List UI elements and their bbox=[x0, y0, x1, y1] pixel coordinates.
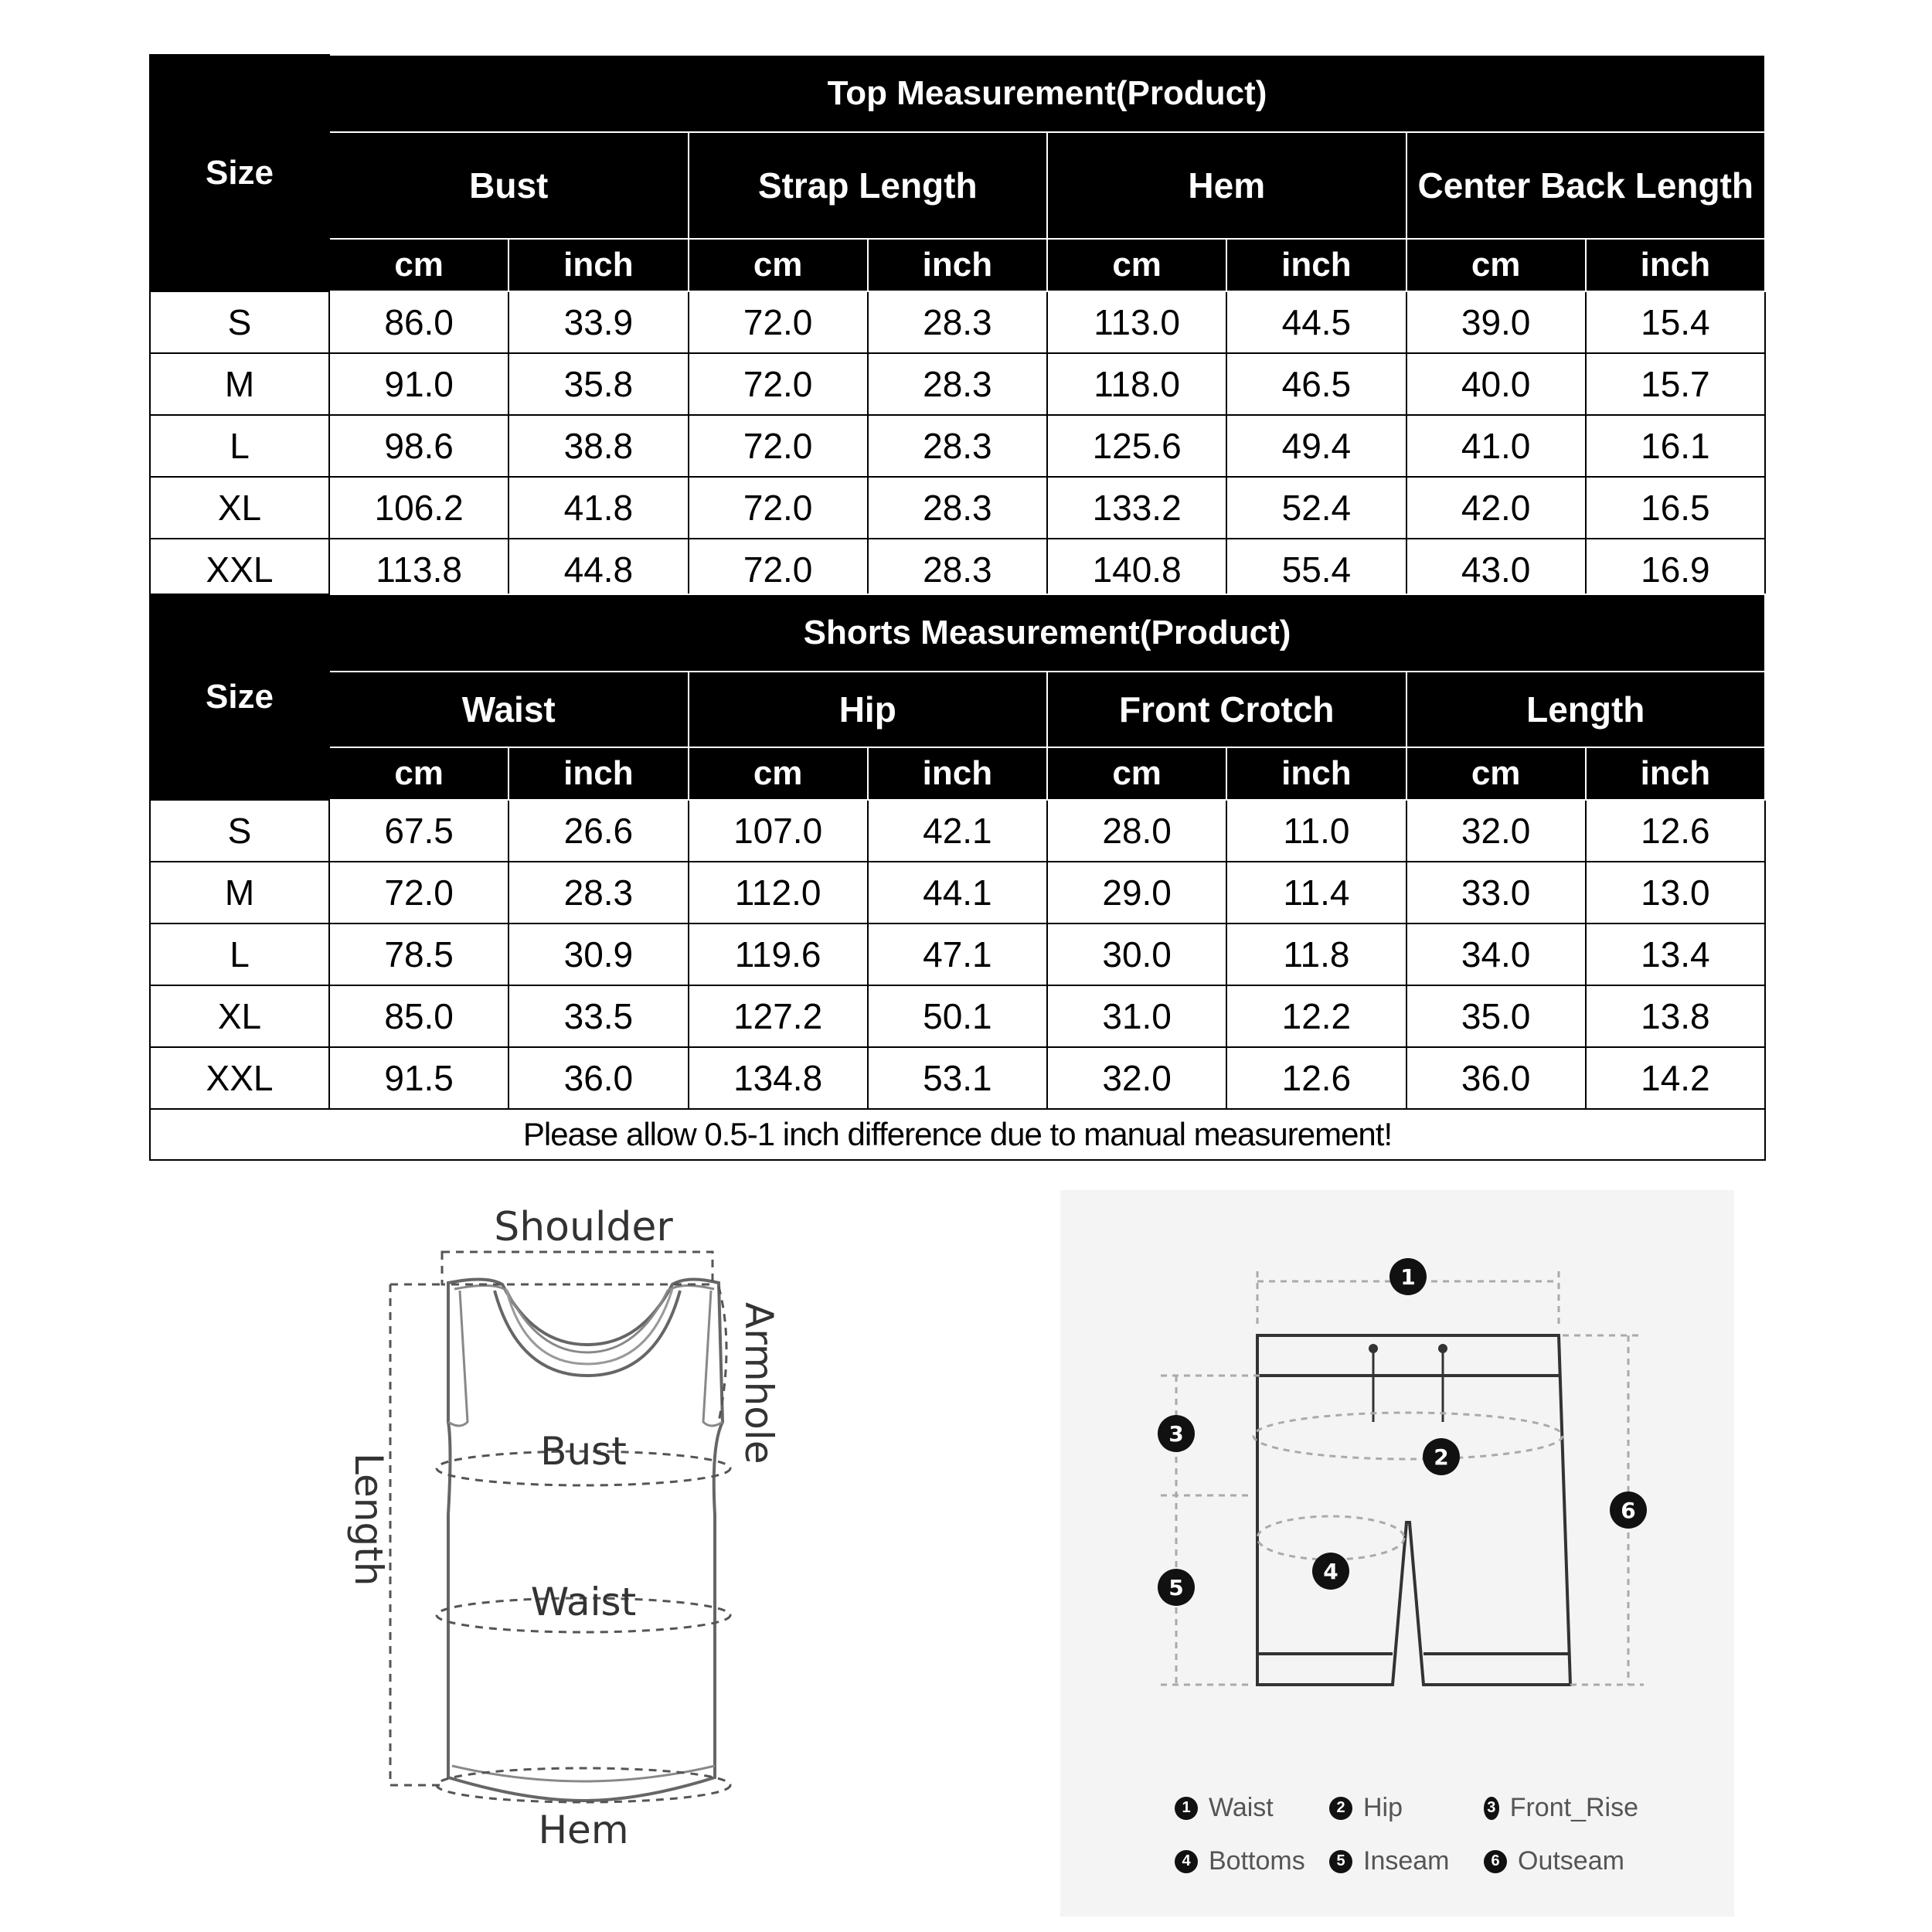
legend-number: 5 bbox=[1329, 1850, 1352, 1873]
measurement-cell: 41.8 bbox=[509, 477, 688, 539]
column-group-header: Length bbox=[1406, 672, 1766, 747]
measurement-cell: 72.0 bbox=[689, 291, 868, 353]
bust-label: Bust bbox=[540, 1429, 627, 1474]
table-row bbox=[150, 353, 1765, 415]
measurement-cell: 98.6 bbox=[329, 415, 509, 477]
marker-4: 4 bbox=[1323, 1559, 1338, 1584]
table-row bbox=[150, 985, 1765, 1047]
measurement-cell: 78.5 bbox=[329, 923, 509, 985]
measurement-cell: 112.0 bbox=[689, 862, 868, 923]
measurement-cell: 113.0 bbox=[1047, 291, 1226, 353]
column-group-header: Hip bbox=[689, 672, 1048, 747]
legend-item bbox=[1329, 1846, 1484, 1876]
column-group-header: Center Back Length bbox=[1406, 132, 1766, 239]
marker-3: 3 bbox=[1168, 1421, 1184, 1447]
unit-header: inch bbox=[1226, 239, 1406, 291]
armhole-label: Armhole bbox=[736, 1302, 781, 1464]
waist-label: Waist bbox=[530, 1580, 637, 1624]
unit-header: inch bbox=[1226, 747, 1406, 800]
size-cell: M bbox=[150, 862, 329, 923]
measurement-cell: 12.6 bbox=[1586, 800, 1765, 862]
measurement-cell: 28.3 bbox=[868, 477, 1047, 539]
size-cell: XL bbox=[150, 477, 329, 539]
measurement-cell: 29.0 bbox=[1047, 862, 1226, 923]
measurement-cell: 44.5 bbox=[1226, 291, 1406, 353]
measurement-cell: 140.8 bbox=[1047, 539, 1226, 600]
legend-label: Outseam bbox=[1518, 1846, 1624, 1876]
hem-label: Hem bbox=[538, 1808, 629, 1852]
measurement-cell: 44.1 bbox=[868, 862, 1047, 923]
unit-header: cm bbox=[1047, 239, 1226, 291]
measurement-cell: 42.1 bbox=[868, 800, 1047, 862]
marker-6: 6 bbox=[1621, 1498, 1636, 1523]
size-cell: XL bbox=[150, 985, 329, 1047]
measurement-cell: 30.0 bbox=[1047, 923, 1226, 985]
column-group-header: Bust bbox=[329, 132, 689, 239]
measurement-cell: 50.1 bbox=[868, 985, 1047, 1047]
legend-number: 2 bbox=[1329, 1797, 1352, 1820]
legend-item bbox=[1484, 1846, 1638, 1876]
measurement-cell: 119.6 bbox=[689, 923, 868, 985]
measurement-cell: 72.0 bbox=[329, 862, 509, 923]
measurement-cell: 28.3 bbox=[509, 862, 688, 923]
measurement-cell: 43.0 bbox=[1406, 539, 1586, 600]
measurement-cell: 85.0 bbox=[329, 985, 509, 1047]
legend-number: 3 bbox=[1484, 1797, 1499, 1820]
measurement-cell: 39.0 bbox=[1406, 291, 1586, 353]
table-row bbox=[150, 862, 1765, 923]
measurement-cell: 72.0 bbox=[689, 353, 868, 415]
measurement-cell: 35.8 bbox=[509, 353, 688, 415]
measurement-cell: 28.3 bbox=[868, 291, 1047, 353]
legend-label: Front_Rise bbox=[1509, 1793, 1638, 1822]
measurement-cell: 38.8 bbox=[509, 415, 688, 477]
measurement-cell: 41.0 bbox=[1406, 415, 1586, 477]
table-row bbox=[150, 923, 1765, 985]
measurement-cell: 127.2 bbox=[689, 985, 868, 1047]
measurement-cell: 36.0 bbox=[1406, 1047, 1586, 1109]
unit-header: inch bbox=[868, 747, 1047, 800]
measurement-cell: 12.6 bbox=[1226, 1047, 1406, 1109]
length-label: Length bbox=[346, 1453, 391, 1587]
measurement-cell: 125.6 bbox=[1047, 415, 1226, 477]
measurement-cell: 72.0 bbox=[689, 539, 868, 600]
measurement-cell: 52.4 bbox=[1226, 477, 1406, 539]
unit-header: cm bbox=[1047, 747, 1226, 800]
size-cell: L bbox=[150, 923, 329, 985]
measurement-cell: 35.0 bbox=[1406, 985, 1586, 1047]
size-cell: S bbox=[150, 291, 329, 353]
unit-header: inch bbox=[509, 747, 688, 800]
marker-1: 1 bbox=[1400, 1264, 1416, 1290]
unit-header: cm bbox=[1406, 239, 1586, 291]
unit-header: cm bbox=[1406, 747, 1586, 800]
marker-2: 2 bbox=[1434, 1444, 1449, 1470]
size-cell: XXL bbox=[150, 1047, 329, 1109]
legend-number: 1 bbox=[1175, 1797, 1198, 1820]
measurement-cell: 15.4 bbox=[1586, 291, 1765, 353]
legend-label: Hip bbox=[1363, 1793, 1403, 1822]
legend-item bbox=[1175, 1846, 1329, 1876]
measurement-cell: 11.8 bbox=[1226, 923, 1406, 985]
measurement-cell: 33.0 bbox=[1406, 862, 1586, 923]
measurement-cell: 11.0 bbox=[1226, 800, 1406, 862]
measurement-cell: 26.6 bbox=[509, 800, 688, 862]
size-cell: L bbox=[150, 415, 329, 477]
measurement-cell: 36.0 bbox=[509, 1047, 688, 1109]
measurement-cell: 28.3 bbox=[868, 415, 1047, 477]
size-cell: XXL bbox=[150, 539, 329, 600]
measurement-cell: 40.0 bbox=[1406, 353, 1586, 415]
measurement-cell: 32.0 bbox=[1047, 1047, 1226, 1109]
measurement-cell: 28.0 bbox=[1047, 800, 1226, 862]
measurement-cell: 67.5 bbox=[329, 800, 509, 862]
top-measurement-table bbox=[149, 54, 1766, 601]
table-row bbox=[150, 539, 1765, 600]
shorts-legend bbox=[1175, 1793, 1638, 1876]
measurement-cell: 32.0 bbox=[1406, 800, 1586, 862]
measurement-cell: 28.3 bbox=[868, 539, 1047, 600]
measurement-cell: 133.2 bbox=[1047, 477, 1226, 539]
column-group-header: Front Crotch bbox=[1047, 672, 1406, 747]
measurement-cell: 13.0 bbox=[1586, 862, 1765, 923]
table-title: Shorts Measurement(Product) bbox=[329, 594, 1765, 672]
table-row bbox=[150, 1047, 1765, 1109]
legend-item bbox=[1175, 1793, 1329, 1823]
measurement-note: Please allow 0.5-1 inch difference due to manual measurement! bbox=[150, 1109, 1765, 1160]
measurement-cell: 30.9 bbox=[509, 923, 688, 985]
marker-5: 5 bbox=[1168, 1575, 1184, 1600]
measurement-cell: 118.0 bbox=[1047, 353, 1226, 415]
measurement-cell: 107.0 bbox=[689, 800, 868, 862]
unit-header: inch bbox=[509, 239, 688, 291]
legend-label: Inseam bbox=[1363, 1846, 1450, 1876]
measurement-cell: 86.0 bbox=[329, 291, 509, 353]
size-cell: M bbox=[150, 353, 329, 415]
legend-number: 4 bbox=[1175, 1850, 1198, 1873]
size-cell: S bbox=[150, 800, 329, 862]
measurement-cell: 33.5 bbox=[509, 985, 688, 1047]
table-row bbox=[150, 800, 1765, 862]
measurement-cell: 91.5 bbox=[329, 1047, 509, 1109]
measurement-cell: 16.5 bbox=[1586, 477, 1765, 539]
legend-item bbox=[1329, 1793, 1484, 1823]
measurement-cell: 106.2 bbox=[329, 477, 509, 539]
measurement-cell: 15.7 bbox=[1586, 353, 1765, 415]
unit-header: inch bbox=[1586, 239, 1765, 291]
shorts-diagram bbox=[1060, 1190, 1734, 1777]
size-header: Size bbox=[150, 55, 329, 291]
measurement-cell: 46.5 bbox=[1226, 353, 1406, 415]
measurement-cell: 31.0 bbox=[1047, 985, 1226, 1047]
measurement-cell: 49.4 bbox=[1226, 415, 1406, 477]
measurement-cell: 72.0 bbox=[689, 415, 868, 477]
measurement-cell: 55.4 bbox=[1226, 539, 1406, 600]
column-group-header: Hem bbox=[1047, 132, 1406, 239]
measurement-cell: 13.8 bbox=[1586, 985, 1765, 1047]
shorts-measurement-table bbox=[149, 594, 1766, 1161]
measurement-cell: 91.0 bbox=[329, 353, 509, 415]
unit-header: cm bbox=[689, 239, 868, 291]
measurement-cell: 13.4 bbox=[1586, 923, 1765, 985]
table-row bbox=[150, 291, 1765, 353]
measurement-cell: 42.0 bbox=[1406, 477, 1586, 539]
measurement-cell: 134.8 bbox=[689, 1047, 868, 1109]
table-title: Top Measurement(Product) bbox=[329, 55, 1765, 132]
legend-label: Bottoms bbox=[1209, 1846, 1305, 1876]
measurement-cell: 11.4 bbox=[1226, 862, 1406, 923]
table-row bbox=[150, 415, 1765, 477]
shoulder-label: Shoulder bbox=[494, 1204, 673, 1250]
measurement-cell: 16.1 bbox=[1586, 415, 1765, 477]
table-row bbox=[150, 477, 1765, 539]
measurement-cell: 16.9 bbox=[1586, 539, 1765, 600]
measurement-cell: 44.8 bbox=[509, 539, 688, 600]
unit-header: cm bbox=[689, 747, 868, 800]
unit-header: cm bbox=[329, 747, 509, 800]
tank-top-diagram bbox=[332, 1190, 811, 1870]
column-group-header: Waist bbox=[329, 672, 689, 747]
measurement-cell: 12.2 bbox=[1226, 985, 1406, 1047]
measurement-cell: 28.3 bbox=[868, 353, 1047, 415]
measurement-cell: 14.2 bbox=[1586, 1047, 1765, 1109]
column-group-header: Strap Length bbox=[689, 132, 1048, 239]
measurement-cell: 34.0 bbox=[1406, 923, 1586, 985]
measurement-cell: 53.1 bbox=[868, 1047, 1047, 1109]
measurement-cell: 72.0 bbox=[689, 477, 868, 539]
size-header: Size bbox=[150, 594, 329, 800]
legend-item bbox=[1484, 1793, 1638, 1823]
measurement-cell: 33.9 bbox=[509, 291, 688, 353]
legend-number: 6 bbox=[1484, 1850, 1507, 1873]
legend-label: Waist bbox=[1209, 1793, 1274, 1822]
unit-header: inch bbox=[868, 239, 1047, 291]
measurement-cell: 113.8 bbox=[329, 539, 509, 600]
unit-header: cm bbox=[329, 239, 509, 291]
unit-header: inch bbox=[1586, 747, 1765, 800]
measurement-cell: 47.1 bbox=[868, 923, 1047, 985]
